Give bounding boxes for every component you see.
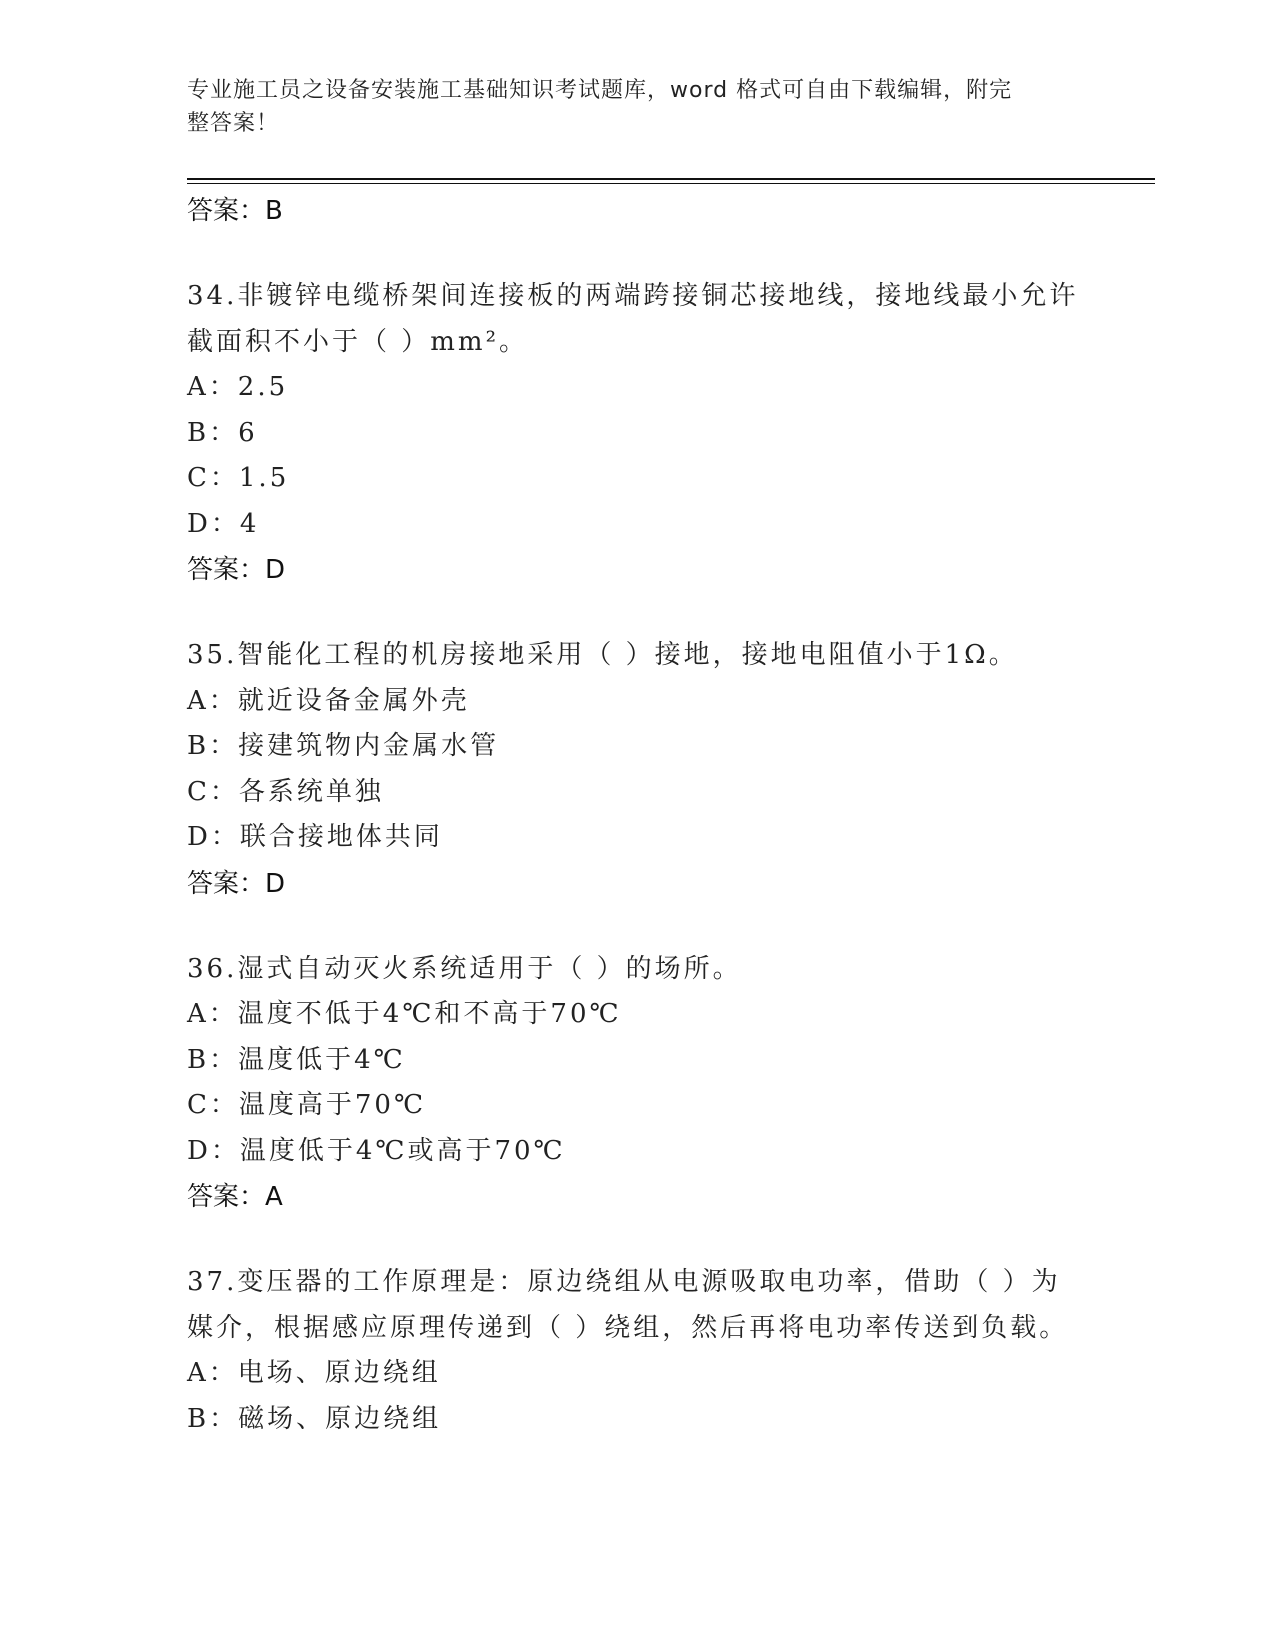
header-line-2: 整答案！ [187, 111, 280, 136]
option-a: A：2.5 [187, 372, 289, 402]
option-b: B：磁场、原边绕组 [187, 1403, 442, 1434]
spacer [187, 1220, 1155, 1260]
header-rule-thin [187, 183, 1155, 184]
option-d: D：4 [187, 508, 260, 539]
header-rule-thick [187, 178, 1155, 180]
document-header [187, 74, 1087, 140]
option-d: D：联合接地体共同 [187, 822, 443, 852]
option-a: A：就近设备金属外壳 [187, 685, 470, 716]
option-c: C：1.5 [187, 463, 290, 493]
option-c: C：各系统单独 [187, 776, 384, 807]
question-stem: 36.湿式自动灭火系统适用于（ ）的场所。 [187, 953, 742, 984]
answer-line: 答案：D [187, 868, 286, 899]
header-line-1: 专业施工员之设备安装施工基础知识考试题库，word 格式可自由下载编辑，附完 [187, 78, 1013, 103]
answer-line: 答案：A [187, 1182, 283, 1212]
option-a: A：电场、原边绕组 [187, 1358, 441, 1388]
spacer [187, 234, 1155, 274]
question-block [187, 274, 1155, 593]
question-stem: 媒介，根据感应原理传递到（ ）绕组，然后再将电功率传送到负载。 [187, 1312, 1069, 1343]
option-b: B：接建筑物内金属水管 [187, 731, 500, 761]
question-stem: 34.非镀锌电缆桥架间连接板的两端跨接铜芯接地线，接地线最小允许 [187, 281, 1079, 311]
question-stem: 截面积不小于（ ）mm²。 [187, 326, 528, 357]
spacer [187, 593, 1155, 633]
answer-line: 答案：D [187, 555, 286, 585]
question-stem: 35.智能化工程的机房接地采用（ ）接地，接地电阻值小于1Ω。 [187, 640, 1018, 670]
answer-line: 答案：B [187, 196, 283, 226]
spacer [187, 907, 1155, 947]
option-b: B：温度低于4℃ [187, 1044, 406, 1075]
question-stem: 37.变压器的工作原理是：原边绕组从电源吸取电功率，借助（ ）为 [187, 1267, 1061, 1297]
question-block [187, 633, 1155, 907]
option-a: A：温度不低于4℃和不高于70℃ [187, 999, 622, 1029]
question-block [187, 947, 1155, 1221]
question-block [187, 1260, 1155, 1442]
option-b: B：6 [187, 417, 258, 448]
option-c: C：温度高于70℃ [187, 1090, 427, 1120]
option-d: D：温度低于4℃或高于70℃ [187, 1135, 566, 1166]
document-body [187, 188, 1155, 1442]
